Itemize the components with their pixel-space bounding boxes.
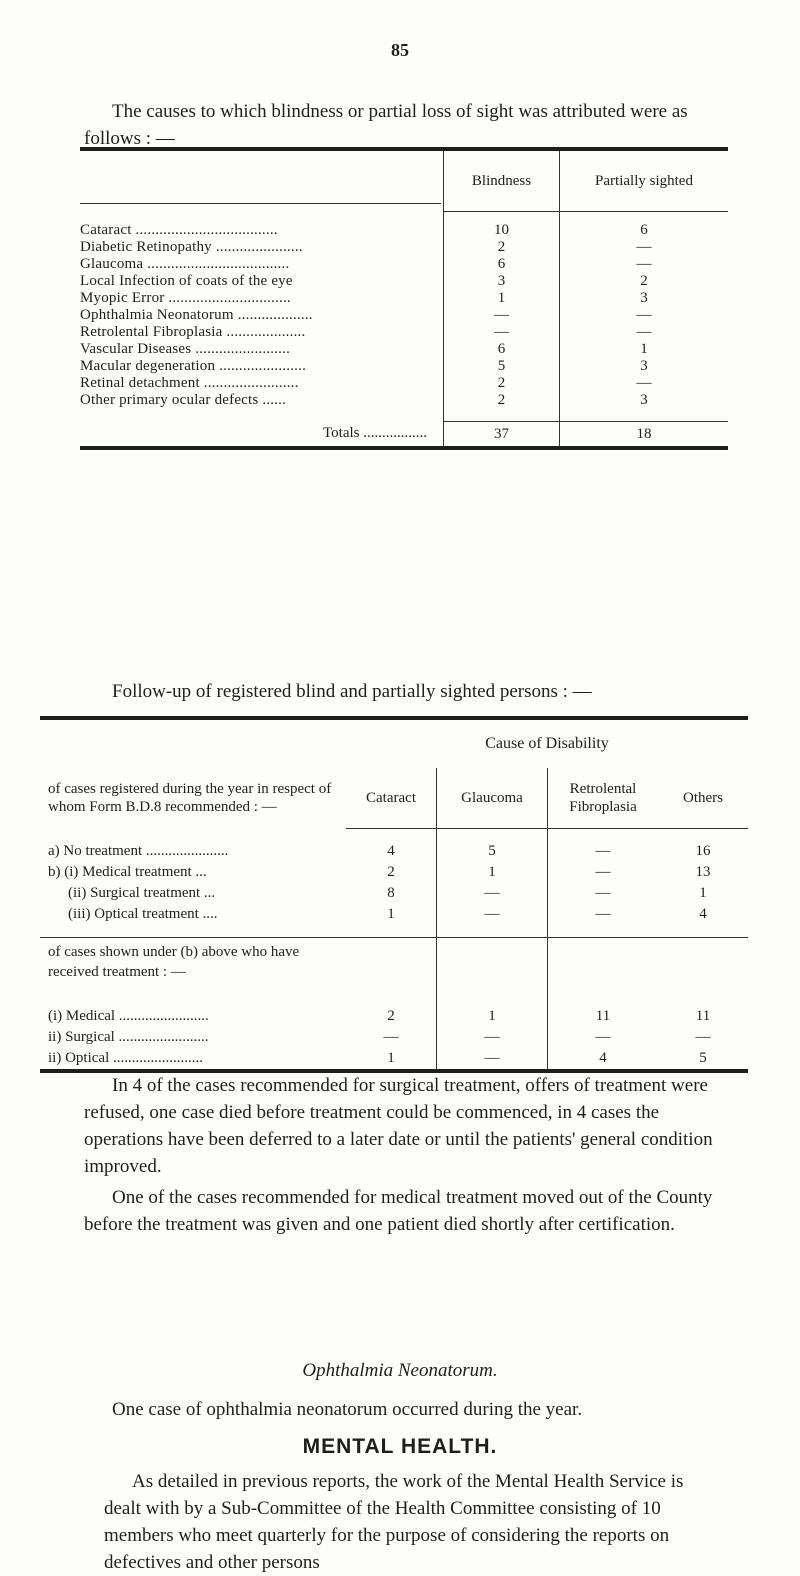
cause-label: Retinal detachment ........................ bbox=[80, 375, 299, 391]
blind-count: 6 bbox=[444, 256, 560, 273]
table-row bbox=[40, 841, 748, 862]
cause-label: Macular degeneration ...................... bbox=[80, 358, 307, 374]
paragraph-surgical bbox=[84, 1072, 724, 1180]
glaucoma-value: 1 bbox=[437, 1006, 548, 1027]
row-label: (iii) Optical treatment .... bbox=[68, 906, 218, 922]
partial-count: 3 bbox=[560, 290, 729, 307]
table-row bbox=[40, 904, 748, 925]
retrolental-value: — bbox=[548, 862, 659, 883]
others-value: 1 bbox=[699, 885, 707, 901]
cataract-value: 4 bbox=[387, 843, 395, 859]
section2-header: of cases shown under (b) above who have received treatment : — bbox=[40, 938, 346, 1007]
row-label: (ii) Surgical treatment ... bbox=[68, 885, 216, 901]
others-value: 16 bbox=[695, 843, 711, 859]
partial-count: 3 bbox=[560, 358, 729, 375]
intro-text: The causes to which blindness or partial loss of sight was attributed were as follows : — bbox=[84, 101, 688, 149]
cataract-value: 1 bbox=[387, 906, 395, 922]
heading-ophthalmia: Ophthalmia Neonatorum. bbox=[302, 1360, 498, 1381]
blind-count: 2 bbox=[444, 375, 560, 392]
intro-paragraph bbox=[84, 98, 724, 152]
cause-label: Ophthalmia Neonatorum ................... bbox=[80, 307, 313, 323]
heading-mental-health: MENTAL HEALTH. bbox=[302, 1435, 498, 1458]
causes-header-blank bbox=[80, 151, 444, 212]
followup-title: Follow-up of registered blind and partially sighted persons : — bbox=[112, 681, 592, 702]
cause-label: Cataract .................................... bbox=[80, 221, 278, 238]
retrolental-value: — bbox=[548, 841, 659, 862]
paragraph-ophthalmia-text: One case of ophthalmia neonatorum occurred during the year. bbox=[112, 1399, 583, 1420]
retrolental-value: 11 bbox=[548, 1006, 659, 1027]
partial-count: — bbox=[560, 375, 729, 392]
totals-label: Totals ................. bbox=[323, 425, 427, 442]
table-row bbox=[40, 883, 748, 904]
cause-label: Diabetic Retinopathy ...................... bbox=[80, 239, 303, 255]
glaucoma-value: 1 bbox=[437, 862, 548, 883]
glaucoma-value: 5 bbox=[437, 841, 548, 862]
cause-label: Glaucoma .................................... bbox=[80, 256, 290, 272]
page-number: 85 bbox=[391, 40, 409, 60]
cause-label: Retrolental Fibroplasia .................... bbox=[80, 324, 306, 340]
paragraph-surgical-text: In 4 of the cases recommended for surgical treatment, offers of treatment were refused, one case died before treatment could be commenced, in 4 cases the operations have been deferred to a later date or until the patients' general condition improved. bbox=[84, 1075, 713, 1177]
blind-count: 10 bbox=[444, 212, 560, 240]
header-partially-sighted: Partially sighted bbox=[560, 151, 729, 212]
row-label: ii) Optical ........................ bbox=[48, 1050, 203, 1066]
blind-count: 6 bbox=[444, 341, 560, 358]
table-row bbox=[80, 375, 728, 392]
row-label: ii) Surgical ........................ bbox=[48, 1029, 209, 1045]
cataract-value: 2 bbox=[387, 1008, 395, 1024]
table-row bbox=[80, 290, 728, 307]
blind-count: 5 bbox=[444, 358, 560, 375]
header-blindness: Blindness bbox=[444, 151, 560, 212]
table-row bbox=[80, 307, 728, 324]
cause-label: Other primary ocular defects ...... bbox=[80, 392, 287, 408]
table-row bbox=[40, 1027, 748, 1048]
header-cataract: Cataract bbox=[346, 768, 437, 829]
table-row bbox=[80, 273, 728, 290]
glaucoma-value: — bbox=[437, 904, 548, 925]
partial-count: — bbox=[560, 239, 729, 256]
partial-count: 2 bbox=[560, 273, 729, 290]
others-value: 5 bbox=[699, 1050, 707, 1066]
partial-count: 6 bbox=[560, 212, 729, 240]
table-row bbox=[80, 324, 728, 341]
header-others: Others bbox=[658, 768, 748, 829]
others-value: — bbox=[695, 1029, 711, 1045]
header-retrolental: Retrolental Fibroplasia bbox=[548, 768, 659, 829]
others-value: 13 bbox=[695, 864, 711, 880]
row-label: b) (i) Medical treatment ... bbox=[48, 864, 207, 880]
blind-count: 1 bbox=[444, 290, 560, 307]
followup-table bbox=[40, 716, 748, 1073]
partial-count: 3 bbox=[560, 392, 729, 409]
table-row bbox=[80, 358, 728, 375]
blind-count: — bbox=[444, 324, 560, 341]
partial-count: — bbox=[560, 256, 729, 273]
paragraph-ophthalmia bbox=[84, 1396, 724, 1423]
others-value: 4 bbox=[699, 906, 707, 922]
totals-blind: 37 bbox=[444, 422, 560, 447]
table-row bbox=[80, 392, 728, 409]
retrolental-value: — bbox=[548, 883, 659, 904]
glaucoma-value: — bbox=[437, 1048, 548, 1069]
cause-label: Myopic Error ............................... bbox=[80, 290, 291, 306]
table-row bbox=[40, 1048, 748, 1069]
paragraph-medical-text: One of the cases recommended for medical treatment moved out of the County before the treatment was given and one patient died shortly after certification. bbox=[84, 1187, 713, 1235]
blind-count: — bbox=[444, 307, 560, 324]
cause-label: Vascular Diseases ........................ bbox=[80, 341, 291, 357]
table-row bbox=[80, 212, 728, 240]
blind-count: 3 bbox=[444, 273, 560, 290]
causes-table bbox=[80, 147, 728, 450]
cataract-value: 8 bbox=[387, 885, 395, 901]
cataract-value: — bbox=[383, 1029, 399, 1045]
retrolental-value: — bbox=[548, 1027, 659, 1048]
blind-count: 2 bbox=[444, 392, 560, 409]
header-glaucoma: Glaucoma bbox=[437, 768, 548, 829]
partial-count: — bbox=[560, 324, 729, 341]
blind-count: 2 bbox=[444, 239, 560, 256]
retrolental-value: 4 bbox=[548, 1048, 659, 1069]
table-row bbox=[40, 862, 748, 883]
row-label: (i) Medical ........................ bbox=[48, 1008, 209, 1024]
totals-partial: 18 bbox=[560, 422, 729, 447]
partial-count: 1 bbox=[560, 341, 729, 358]
partial-count: — bbox=[560, 307, 729, 324]
others-value: 11 bbox=[695, 1008, 711, 1024]
totals-row bbox=[80, 422, 728, 447]
table-row bbox=[80, 256, 728, 273]
paragraph-mental-health bbox=[104, 1468, 724, 1576]
cause-of-disability-header: Cause of Disability bbox=[485, 735, 609, 752]
row-label: a) No treatment ...................... bbox=[48, 843, 229, 859]
paragraph-mental-health-text: As detailed in previous reports, the work of the Mental Health Service is dealt with by a Sub-Committee of the Health Committee consisting of 10 members who meet quarterly for the purpose of considering the reports on defectives and other persons bbox=[104, 1471, 684, 1573]
paragraph-medical bbox=[84, 1184, 724, 1238]
glaucoma-value: — bbox=[437, 1027, 548, 1048]
retrolental-value: — bbox=[548, 904, 659, 925]
section1-header: of cases registered during the year in respect of whom Form B.D.8 recommended : — bbox=[48, 781, 332, 816]
cause-label: Local Infection of coats of the eye bbox=[80, 273, 293, 289]
table-row bbox=[80, 239, 728, 256]
table-row bbox=[80, 341, 728, 358]
glaucoma-value: — bbox=[437, 883, 548, 904]
cataract-value: 1 bbox=[387, 1050, 395, 1066]
table-row bbox=[40, 1006, 748, 1027]
cataract-value: 2 bbox=[387, 864, 395, 880]
